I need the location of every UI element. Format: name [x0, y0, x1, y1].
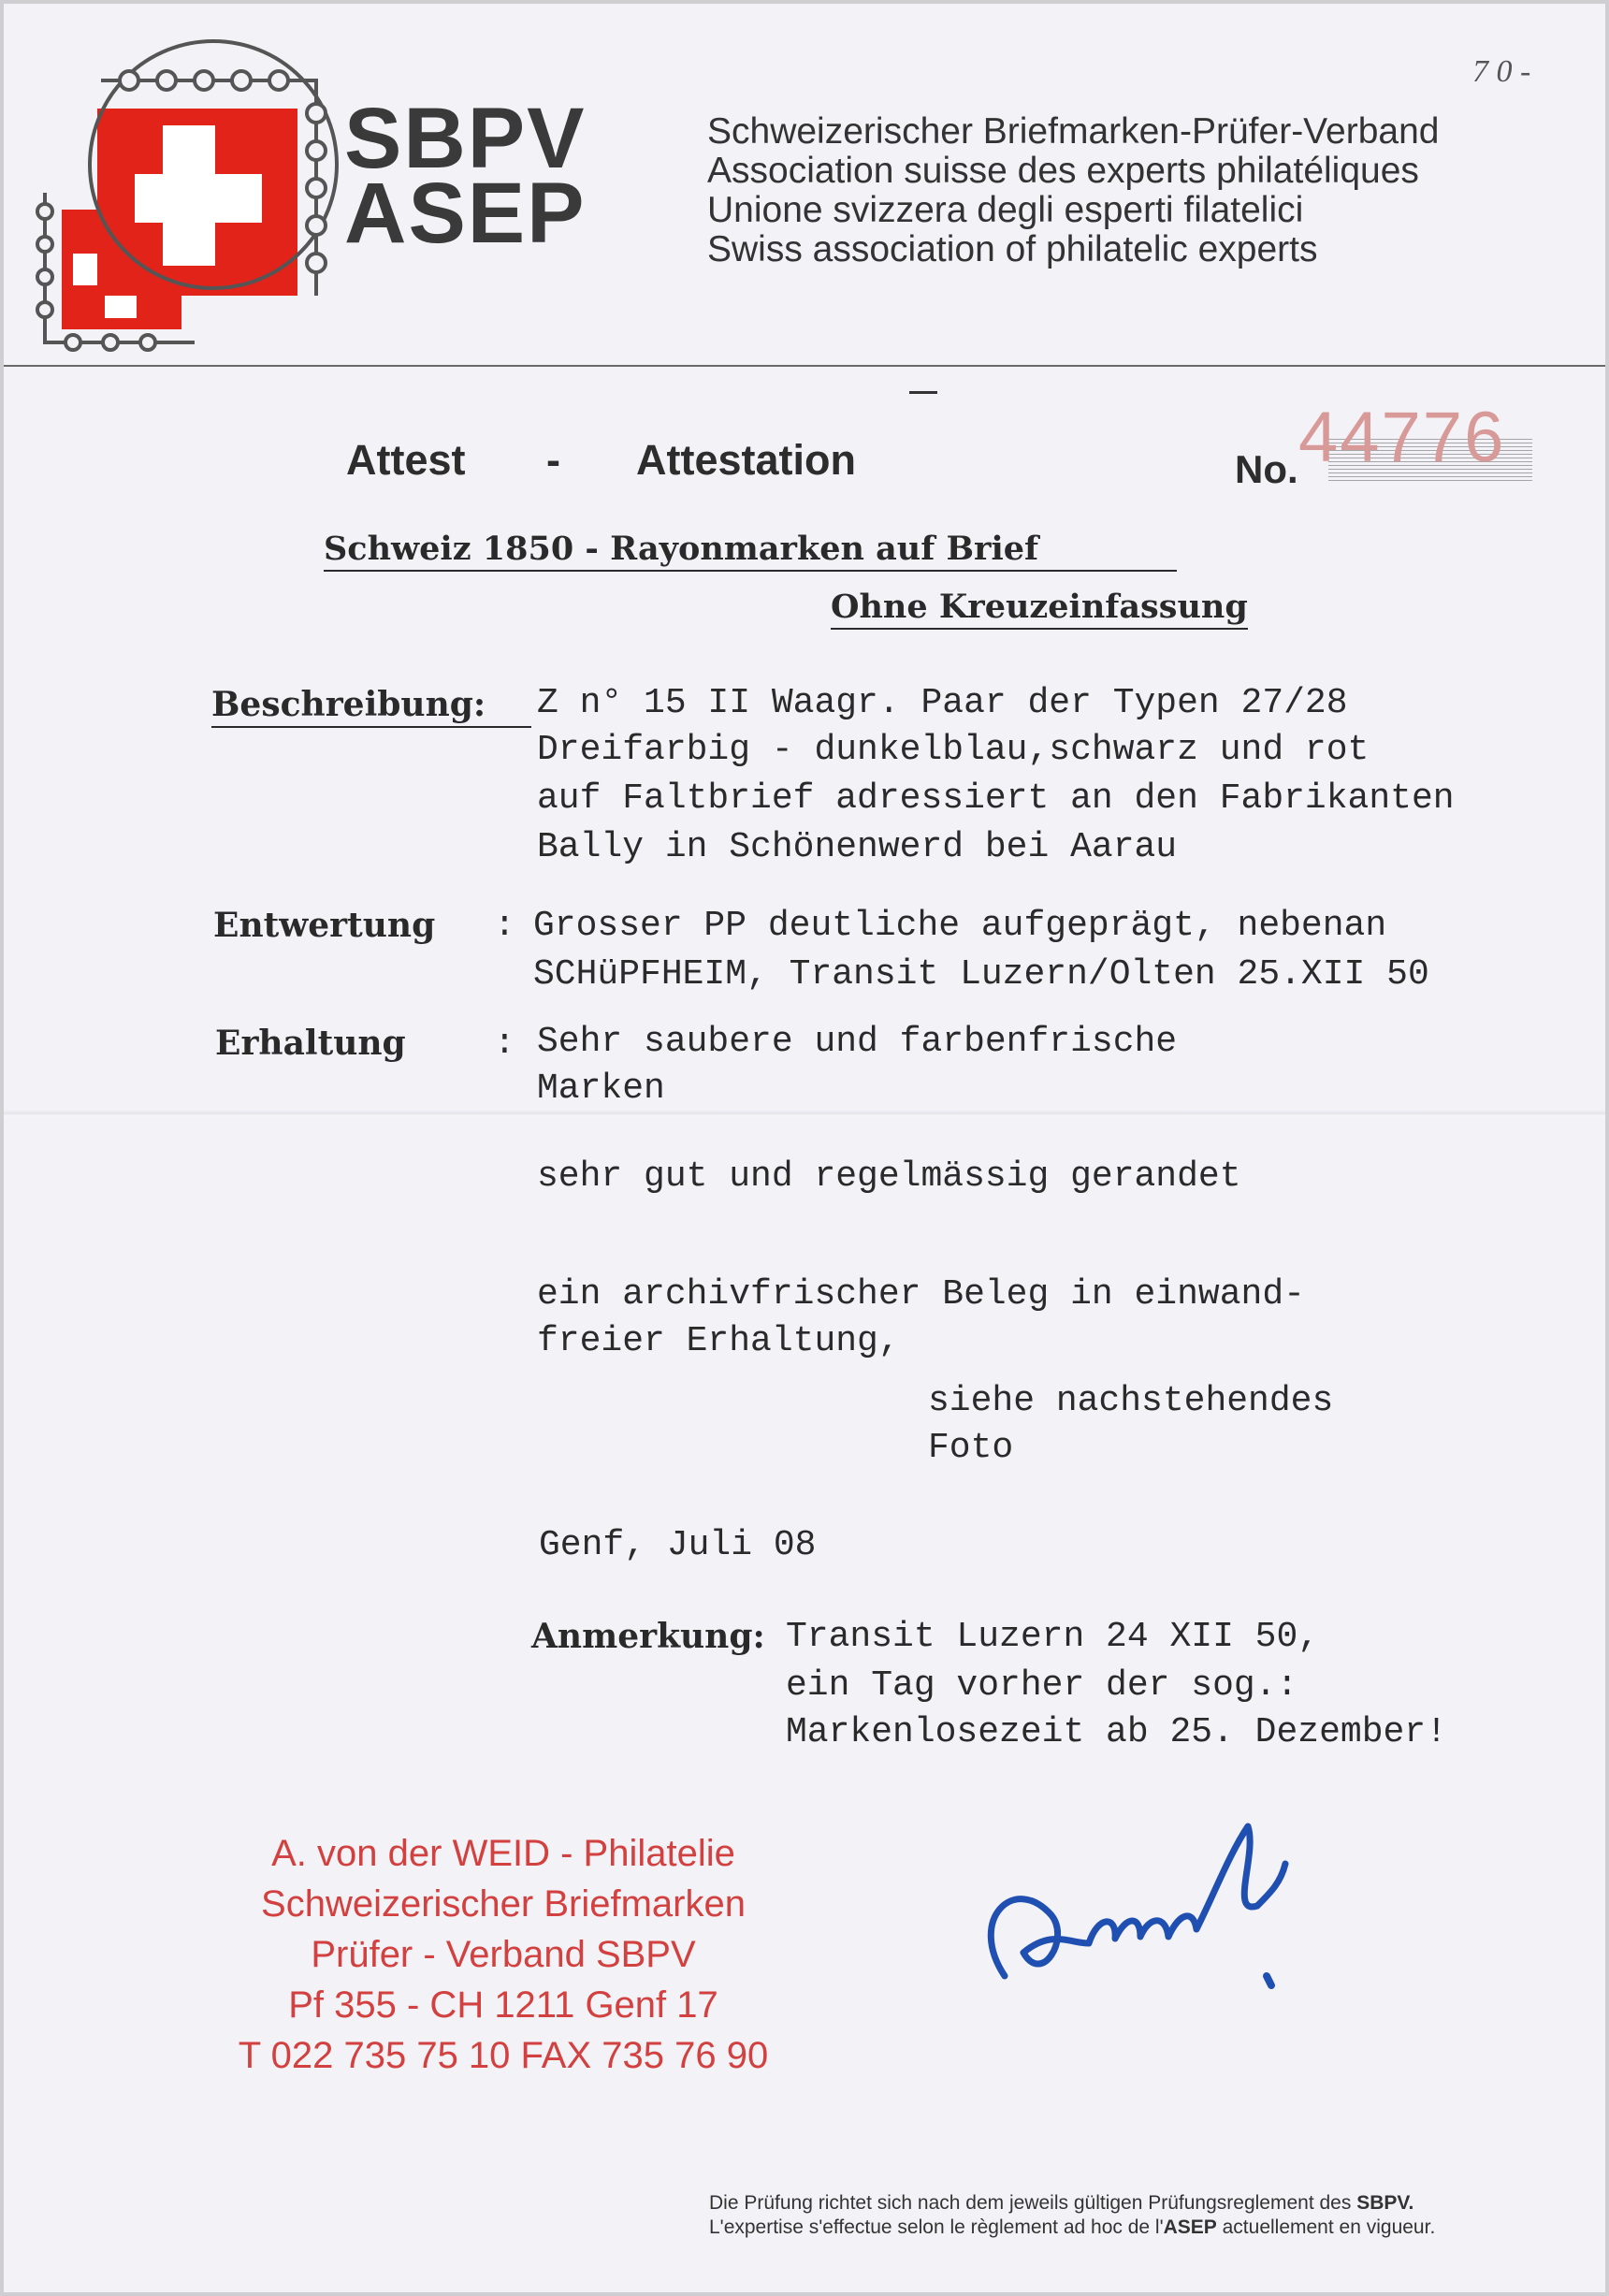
title-attestation: Attestation: [636, 436, 856, 484]
archive-line: freier Erhaltung,: [537, 1321, 900, 1361]
brand-sbpv: SBPV: [344, 91, 587, 186]
certificate-page: [4, 4, 1605, 2292]
see-photo-line: Foto: [928, 1428, 1014, 1468]
archive-line: ein archivfrischer Beleg in einwand-: [537, 1274, 1305, 1315]
certificate-number-label: No.: [1235, 447, 1298, 491]
stamp-line: Prüfer - Verband SBPV: [311, 1934, 696, 1975]
description-line: Z n° 15 II Waagr. Paar der Typen 27/28: [537, 683, 1348, 723]
title-dash: -: [546, 436, 560, 484]
expert-stamp: [204, 1828, 803, 2081]
footer-fr-text: L'expertise s'effectue selon le règlement ad hoc de l': [709, 2216, 1164, 2238]
association-names: [707, 112, 1439, 269]
cancellation-colon: :: [494, 906, 515, 946]
condition-line: Sehr saubere und farbenfrische: [537, 1022, 1178, 1062]
see-photo-line: siehe nachstehendes: [928, 1381, 1334, 1421]
footer-fr-bold: ASEP: [1163, 2216, 1217, 2238]
condition-colon: :: [494, 1024, 515, 1064]
remark-label: Anmerkung:: [531, 1617, 765, 1656]
cancellation-line: SCHüPFHEIM, Transit Luzern/Olten 25.XII 50: [533, 954, 1429, 995]
corner-handwritten-note: 7 0 -: [1472, 54, 1531, 89]
stamp-line: Pf 355 - CH 1211 Genf 17: [288, 1984, 718, 2026]
footer-notice: [709, 2191, 1435, 2240]
stamp-line: T 022 735 75 10 FAX 735 76 90: [238, 2035, 769, 2076]
association-name-de: Schweizerischer Briefmarken-Prüfer-Verband: [707, 111, 1440, 152]
association-name-it: Unione svizzera degli esperti filatelici: [707, 190, 1304, 230]
condition-line: Marken: [537, 1068, 665, 1109]
paper-fold: [4, 1110, 1605, 1119]
footer-line-de: [709, 2191, 1435, 2216]
header-divider: [4, 365, 1605, 367]
place-date: Genf, Juli 08: [539, 1525, 817, 1565]
dash-mark: [909, 391, 937, 394]
footer-de-text: Die Prüfung richtet sich nach dem jeweils gültigen Prüfungsreglement des: [709, 2192, 1357, 2214]
remark-line: Markenlosezeit ab 25. Dezember!: [786, 1712, 1447, 1752]
description-label: Beschreibung:: [211, 685, 531, 728]
subject-subline: Ohne Kreuzeinfassung: [831, 588, 1248, 630]
cancellation-label: Entwertung: [213, 906, 436, 945]
association-name-fr: Association suisse des experts philatéliques: [707, 151, 1419, 191]
footer-fr-text-end: actuellement en vigueur.: [1216, 2216, 1436, 2238]
condition-label: Erhaltung: [215, 1024, 406, 1063]
footer-line-fr: [709, 2216, 1435, 2240]
margins-line: sehr gut und regelmässig gerandet: [537, 1156, 1241, 1197]
stamp-line: Schweizerischer Briefmarken: [261, 1883, 746, 1925]
cancellation-line: Grosser PP deutliche aufgeprägt, nebenan: [533, 906, 1387, 946]
description-line: Dreifarbig - dunkelblau,schwarz und rot: [537, 730, 1370, 770]
description-line: Bally in Schönenwerd bei Aarau: [537, 827, 1178, 867]
stamp-line: A. von der WEID - Philatelie: [271, 1833, 735, 1874]
swiss-cross-stamp-icon: [36, 24, 354, 352]
footer-de-bold: SBPV.: [1356, 2192, 1414, 2214]
remark-line: ein Tag vorher der sog.:: [786, 1665, 1298, 1706]
title-attest: Attest: [346, 436, 466, 484]
remark-line: Transit Luzern 24 XII 50,: [786, 1617, 1320, 1657]
handwritten-signature: [949, 1751, 1472, 2032]
association-name-en: Swiss association of philatelic experts: [707, 229, 1318, 269]
certificate-number: 44776: [1298, 398, 1506, 477]
brand-asep: ASEP: [344, 166, 587, 261]
description-line: auf Faltbrief adressiert an den Fabrikanten: [537, 778, 1455, 819]
subject-line: Schweiz 1850 - Rayonmarken auf Brief: [324, 530, 1177, 572]
